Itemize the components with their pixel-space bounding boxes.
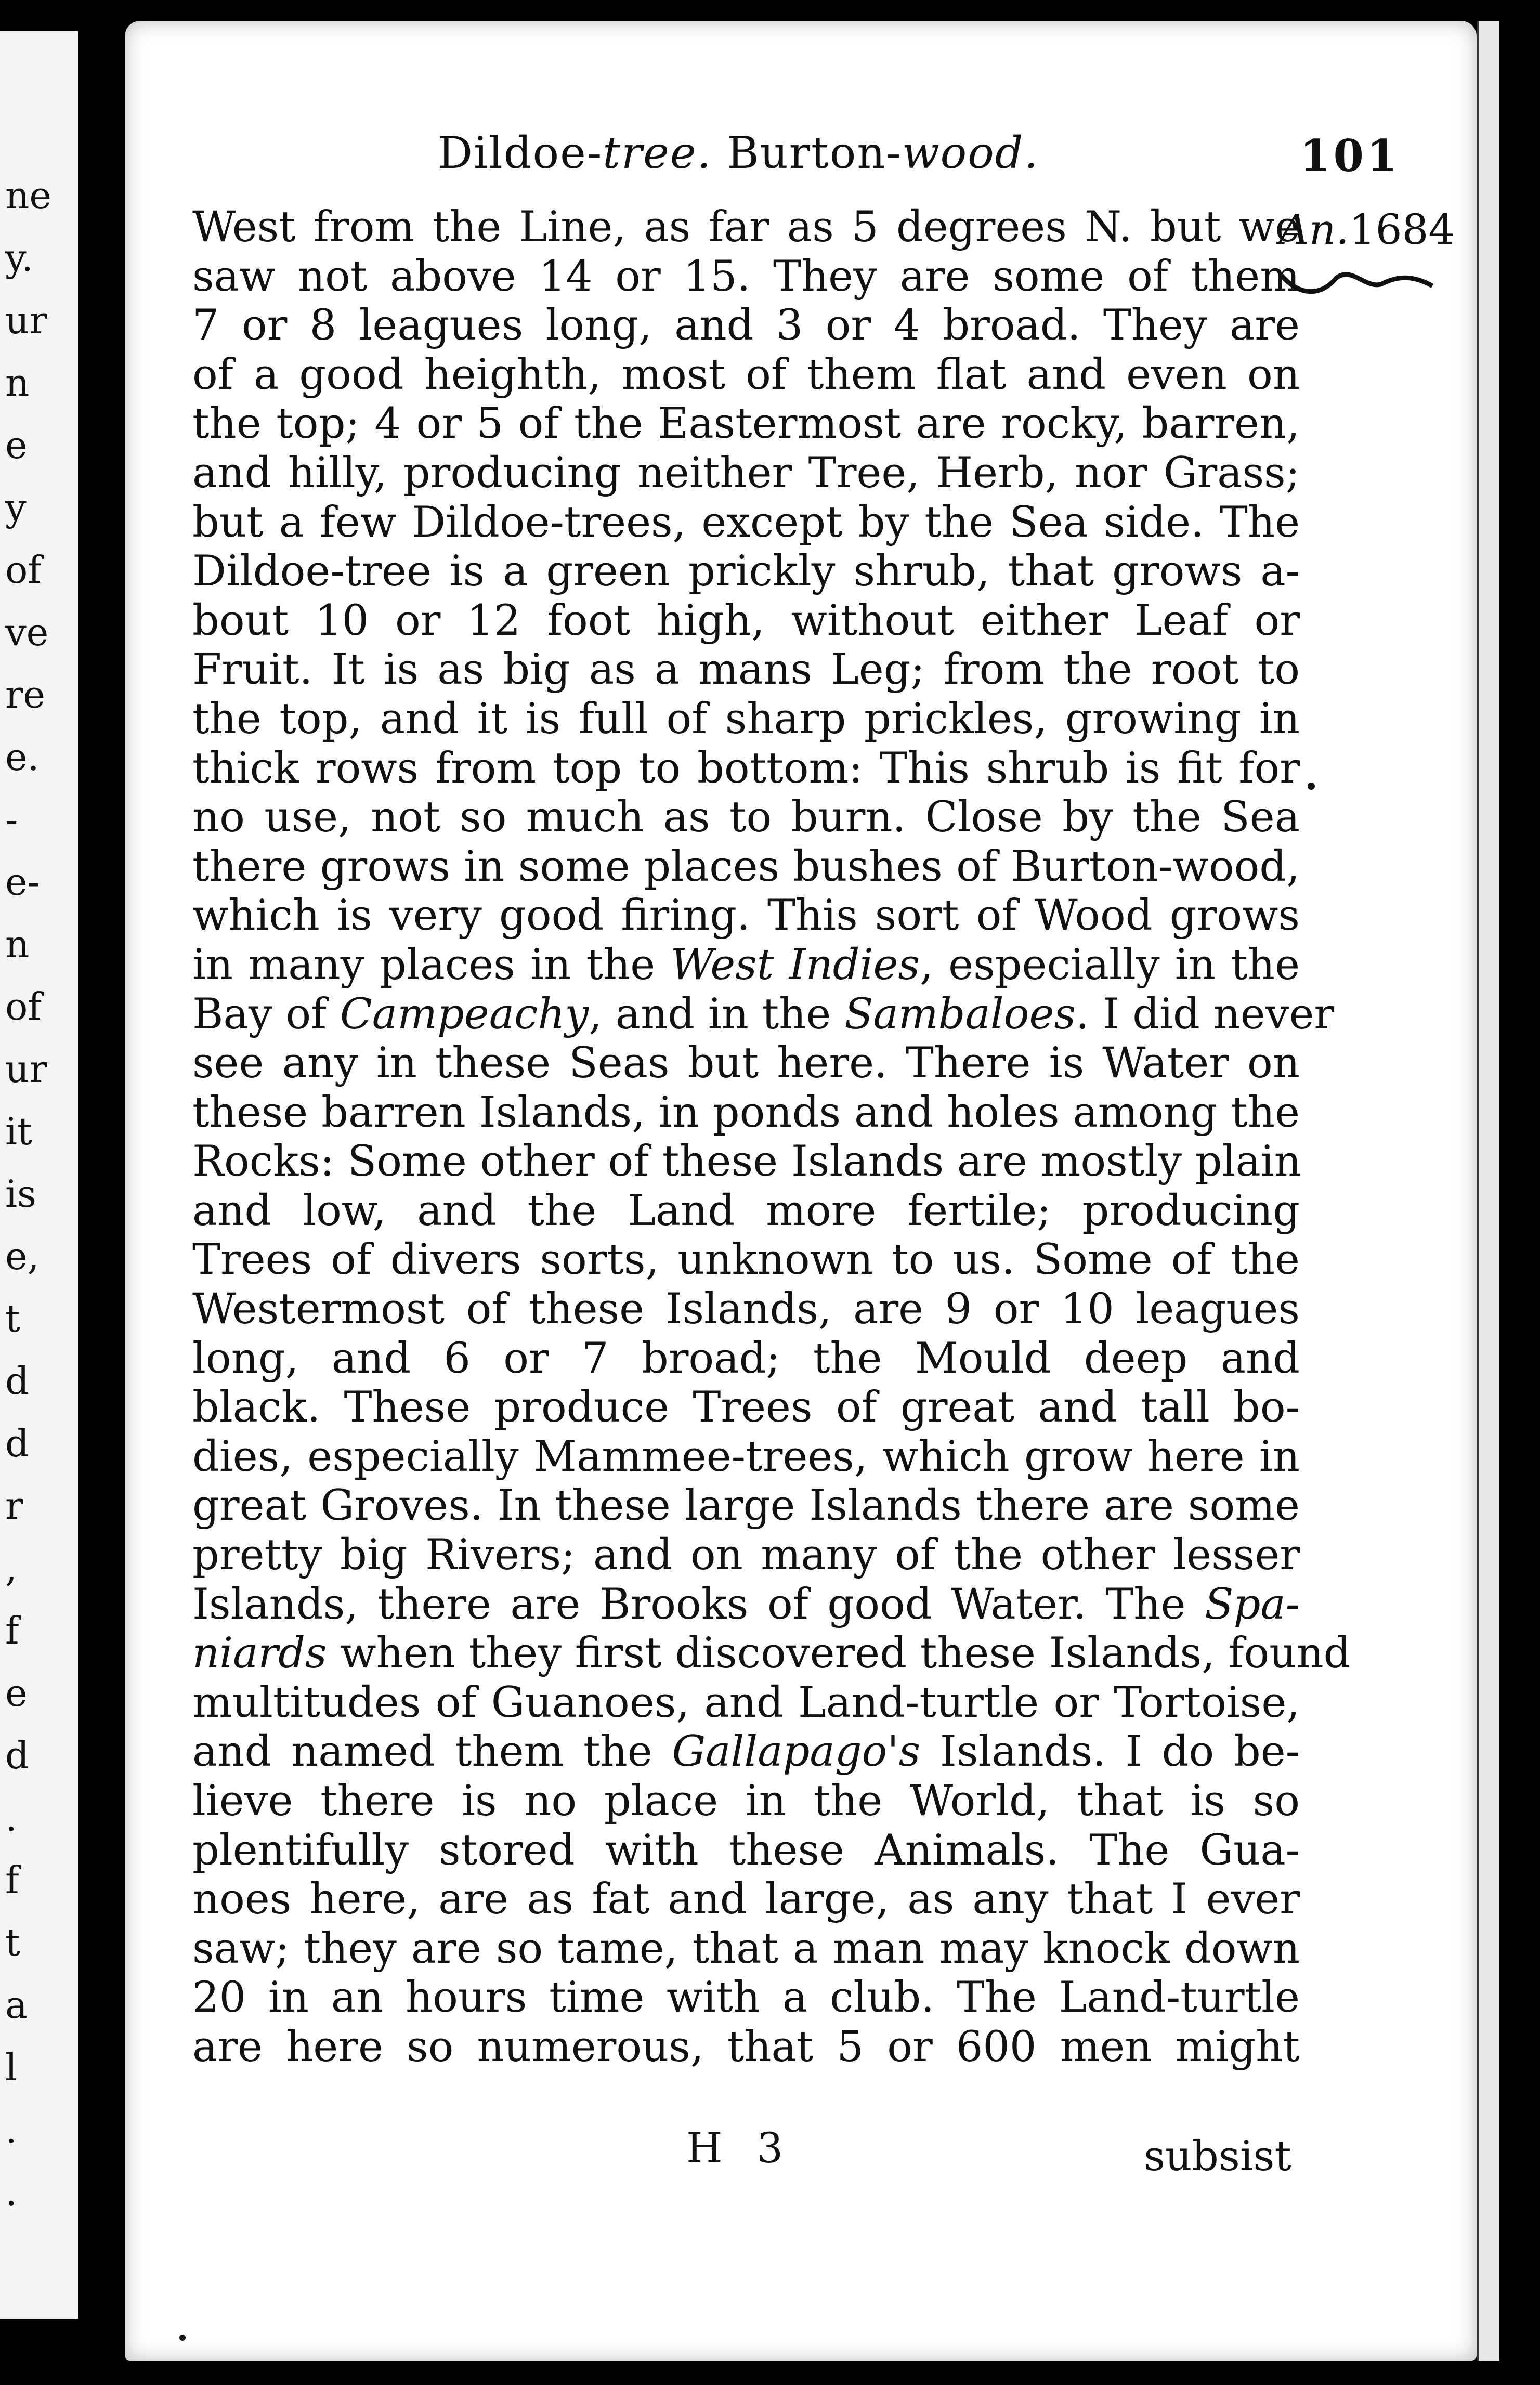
text-line (192, 301, 1300, 350)
text-line (192, 1088, 1300, 1138)
text-line (192, 350, 1300, 400)
text-run: which is very good firing. This sort of Wood grows (192, 891, 1300, 941)
text-run: dies, especially Mammee-trees, which grow here in (192, 1432, 1300, 1481)
text-line (192, 1924, 1300, 1974)
margin-date (1279, 205, 1455, 254)
text-line (192, 203, 1300, 252)
facing-page-fragment: . (5, 1796, 17, 1840)
text-line (192, 793, 1300, 842)
text-run: great Groves. In these large Islands there are some (192, 1481, 1300, 1531)
facing-page-fragment: e. (5, 735, 40, 779)
text-run: black. These produce Trees of great and tall bo- (192, 1383, 1300, 1432)
text-run: Westermost of these Islands, are 9 or 10 leagues (192, 1285, 1300, 1334)
facing-page-fragment: of (5, 985, 42, 1028)
text-run: and named them the (192, 1727, 672, 1777)
text-run: when they first discovered these Islands, found (327, 1629, 1351, 1678)
text-line (192, 989, 1335, 1039)
text-run: in many places in the (192, 940, 671, 989)
text-run: , especially in the (920, 940, 1300, 989)
text-line (192, 1383, 1300, 1432)
facing-page-fragment: - (5, 798, 18, 841)
text-run: Fruit. It is as big as a mans Leg; from the root to (192, 645, 1300, 695)
text-run: plentifully stored with these Animals. The Gua- (192, 1826, 1300, 1875)
ink-speck (1308, 783, 1315, 790)
text-line (192, 1580, 1300, 1630)
text-run: Rocks: Some other of these Islands are mostly plain (192, 1137, 1301, 1187)
facing-page-fragment: e- (5, 860, 40, 904)
text-run: bout 10 or 12 foot high, without either Leaf or (192, 596, 1300, 645)
text-line (192, 1432, 1300, 1482)
italic-run: Spa- (1204, 1580, 1300, 1629)
text-run: are here so numerous, that 5 or 600 men might (192, 2022, 1300, 2071)
text-run: the top; 4 or 5 of the Eastermost are rocky, barren, (192, 399, 1300, 449)
text-run: Dildoe-tree is a green prickly shrub, that grows a- (192, 547, 1300, 596)
italic-run: Sambaloes (844, 989, 1076, 1039)
text-run: West from the Line, as far as 5 degrees N. but we (192, 203, 1300, 252)
signature-mark: H 3 (686, 2124, 794, 2172)
facing-page-fragment: e (5, 1671, 28, 1715)
text-run: multitudes of Guanoes, and Land-turtle or Tortoise, (192, 1678, 1300, 1727)
text-line (192, 1678, 1300, 1728)
book-gutter (78, 0, 125, 2385)
text-run: these barren Islands, in ponds and holes among the (192, 1088, 1300, 1137)
swash-ornament (1279, 265, 1435, 296)
text-run: noes here, are as fat and large, as any that I ever (192, 1875, 1300, 1924)
text-run: Trees of divers sorts, unknown to us. Some of the (192, 1235, 1300, 1285)
text-run: lieve there is no place in the World, that is so (192, 1777, 1300, 1826)
facing-page-fragment: y (5, 486, 27, 529)
facing-page-fragment: ve (5, 610, 49, 654)
text-line (192, 252, 1300, 302)
facing-page-fragment: ur (5, 298, 47, 342)
text-line (192, 842, 1300, 892)
text-run: . I did never (1075, 989, 1335, 1039)
facing-page-fragment: . (5, 2108, 17, 2152)
text-line (192, 645, 1300, 695)
running-head-part: wood. (902, 127, 1039, 178)
text-line (192, 1285, 1300, 1334)
margin-date-prefix: An. (1279, 205, 1349, 254)
facing-page-fragment: n (5, 361, 30, 405)
text-line (192, 744, 1300, 793)
facing-page-fragment: t (5, 1297, 20, 1340)
text-line (192, 1531, 1300, 1580)
facing-page-fragment: d (5, 1422, 30, 1465)
page-fore-edge (1477, 21, 1499, 2361)
text-run: Bay of (192, 989, 340, 1039)
ink-speck (179, 2335, 186, 2341)
running-head-part: Dildoe- (437, 127, 603, 178)
facing-page-fragment: d (5, 1359, 30, 1403)
text-run: of a good heighth, most of them flat and even on (192, 350, 1300, 399)
facing-page-fragment: y. (5, 236, 33, 280)
facing-page-fragment: , (5, 1546, 17, 1590)
text-line (192, 1727, 1300, 1777)
text-run: 7 or 8 leagues long, and 3 or 4 broad. They are (192, 301, 1300, 350)
text-line (192, 547, 1300, 596)
italic-run: Gallapago's (672, 1727, 921, 1777)
facing-page-fragment: n (5, 922, 30, 966)
facing-page-fragment: r (5, 1484, 23, 1528)
italic-run: West Indies (670, 940, 920, 989)
facing-page-fragment: ur (5, 1047, 47, 1091)
text-run: but a few Dildoe-trees, except by the Sea side. The (192, 498, 1300, 547)
text-line (192, 1629, 1351, 1678)
text-line (192, 1777, 1300, 1826)
text-line (192, 1481, 1300, 1531)
facing-page-fragment: it (5, 1110, 32, 1153)
text-line (192, 1039, 1300, 1088)
catchword: subsist (1144, 2132, 1291, 2180)
facing-page-fragment: e (5, 423, 28, 467)
text-line (192, 399, 1300, 449)
facing-page-fragment: f (5, 1858, 19, 1902)
text-run: , and in the (589, 989, 845, 1039)
text-line (192, 941, 1300, 990)
text-line (192, 1973, 1300, 2023)
facing-page-fragment: f (5, 1609, 19, 1652)
text-run: saw not above 14 or 15. They are some of them (192, 252, 1300, 301)
text-line (192, 498, 1300, 548)
text-line (192, 2023, 1300, 2072)
facing-page-edge (0, 31, 81, 2319)
facing-page-fragment: a (5, 1983, 28, 2027)
facing-page-fragment: d (5, 1734, 30, 1777)
text-line (192, 596, 1300, 646)
text-run: Islands. I do be- (920, 1727, 1300, 1777)
text-run: there grows in some places bushes of Burton-wood, (192, 842, 1300, 891)
facing-page-fragment: re (5, 673, 46, 716)
margin-date-year: 1684 (1349, 205, 1455, 254)
text-run: no use, not so much as to burn. Close by the Sea (192, 793, 1300, 842)
running-head-part: tree. (603, 127, 712, 178)
text-run: saw; they are so tame, that a man may knock down (192, 1924, 1300, 1973)
facing-page-fragment: e, (5, 1234, 40, 1278)
italic-run: niards (192, 1629, 327, 1678)
facing-page-fragment: of (5, 548, 42, 592)
text-run: 20 in an hours time with a club. The Land-turtle (192, 1973, 1300, 2023)
text-run: thick rows from top to bottom: This shrub is fit for (192, 744, 1300, 793)
text-run: and low, and the Land more fertile; producing (192, 1186, 1300, 1235)
body-text (192, 203, 1351, 2072)
text-run: long, and 6 or 7 broad; the Mould deep and (192, 1334, 1300, 1383)
text-line (192, 695, 1300, 744)
text-run: pretty big Rivers; and on many of the other lesser (192, 1531, 1300, 1580)
text-line (192, 1187, 1300, 1236)
running-head (270, 127, 1206, 178)
text-line (192, 1137, 1300, 1187)
text-run: the top, and it is full of sharp prickles, growing in (192, 694, 1300, 744)
text-run: Islands, there are Brooks of good Water. The (192, 1580, 1205, 1629)
text-run: and hilly, producing neither Tree, Herb, nor Grass; (192, 448, 1300, 498)
page-number: 101 (1300, 130, 1401, 181)
facing-page-fragment: . (5, 2170, 17, 2214)
running-head-part: Burton- (712, 127, 902, 178)
text-line (192, 1235, 1300, 1285)
facing-page-fragment: l (5, 2045, 18, 2089)
facing-page-fragment: is (5, 1172, 36, 1216)
text-line (192, 1826, 1300, 1875)
text-run: see any in these Seas but here. There is Water on (192, 1039, 1300, 1088)
facing-page-fragment: ne (5, 174, 51, 217)
facing-page-fragment: t (5, 1921, 20, 1964)
text-line (192, 1334, 1300, 1384)
text-line (192, 891, 1300, 941)
text-line (192, 449, 1300, 498)
italic-run: Campeachy (340, 989, 589, 1039)
text-line (192, 1875, 1300, 1924)
